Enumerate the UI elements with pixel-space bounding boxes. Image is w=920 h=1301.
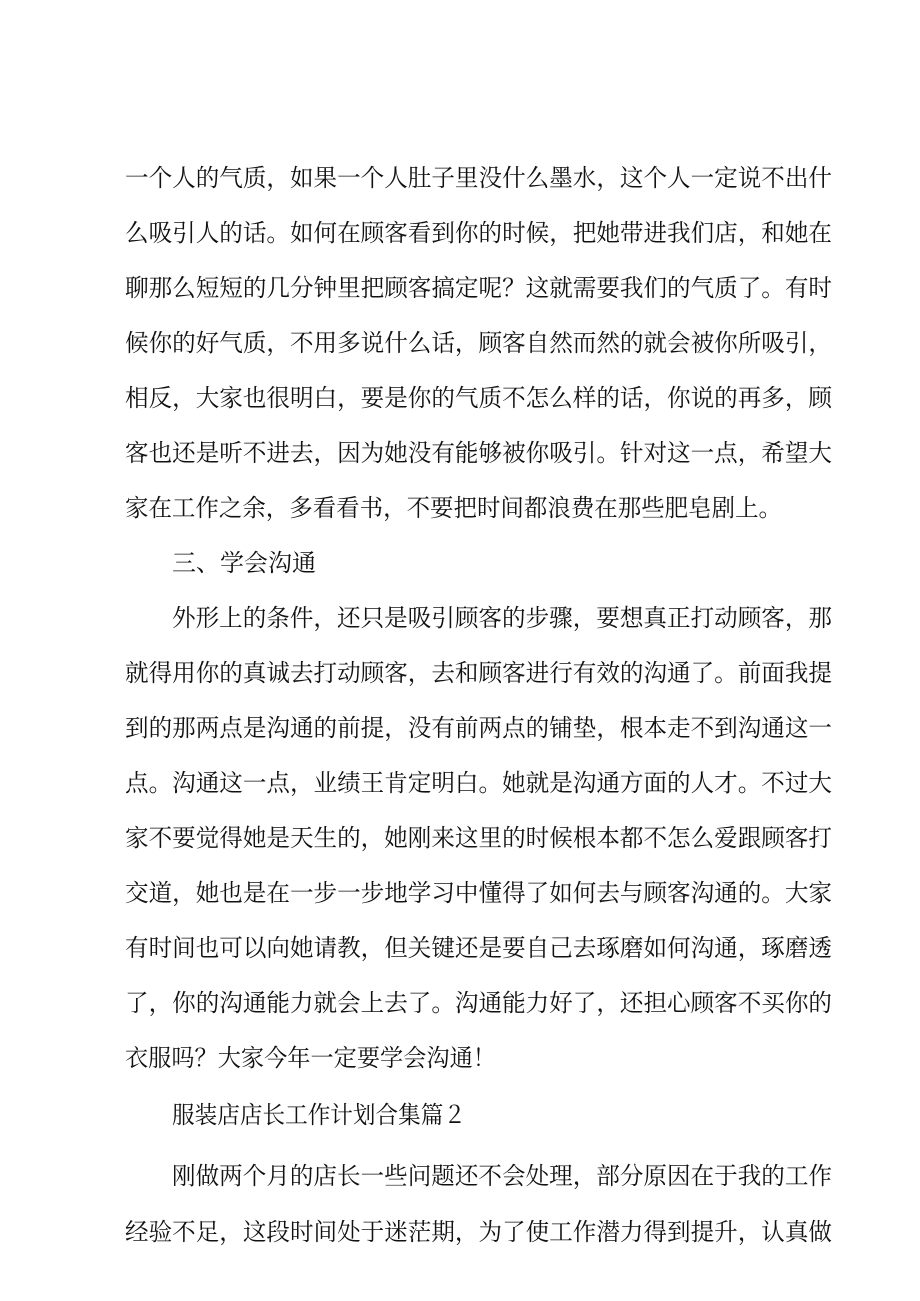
- body-line-15: 有时间也可以向她请教，但关键还是要自己去琢磨如何沟通，琢磨透: [125, 934, 832, 962]
- body-line-5: 相反，大家也很明白，要是你的气质不怎么样的话，你说的再多，顾: [125, 384, 832, 412]
- body-line-3: 聊那么短短的几分钟里把顾客搞定呢？这就需要我们的气质了。有时: [125, 274, 832, 302]
- body-line-11: 到的那两点是沟通的前提，没有前两点的铺垫，根本走不到沟通这一: [125, 714, 832, 742]
- body-line-19: 刚做两个月的店长一些问题还不会处理，部分原因在于我的工作: [172, 1162, 832, 1190]
- body-line-16: 了，你的沟通能力就会上去了。沟通能力好了，还担心顾客不买你的: [125, 989, 832, 1017]
- section-heading: 三、学会沟通: [172, 549, 316, 577]
- body-line-12: 点。沟通这一点，业绩王肯定明白。她就是沟通方面的人才。不过大: [125, 769, 832, 797]
- body-line-13: 家不要觉得她是天生的，她刚来这里的时候根本都不怎么爱跟顾客打: [125, 824, 832, 852]
- body-line-2: 么吸引人的话。如何在顾客看到你的时候，把她带进我们店，和她在: [125, 219, 832, 247]
- body-line-17: 衣服吗？大家今年一定要学会沟通！: [125, 1044, 496, 1072]
- body-line-9: 外形上的条件，还只是吸引顾客的步骤，要想真正打动顾客，那: [172, 604, 832, 632]
- article-title: 服装店店长工作计划合集篇２: [172, 1101, 466, 1129]
- body-line-14: 交道，她也是在一步一步地学习中懂得了如何去与顾客沟通的。大家: [125, 879, 832, 907]
- body-line-1: 一个人的气质，如果一个人肚子里没什么墨水，这个人一定说不出什: [125, 164, 832, 192]
- body-line-20: 经验不足，这段时间处于迷茫期，为了使工作潜力得到提升，认真做: [125, 1218, 832, 1246]
- body-line-10: 就得用你的真诚去打动顾客，去和顾客进行有效的沟通了。前面我提: [125, 659, 832, 687]
- body-line-4: 候你的好气质，不用多说什么话，顾客自然而然的就会被你所吸引，: [125, 329, 832, 357]
- body-line-6: 客也还是听不进去，因为她没有能够被你吸引。针对这一点，希望大: [125, 439, 832, 467]
- body-line-7: 家在工作之余，多看看书，不要把时间都浪费在那些肥皂剧上。: [125, 494, 782, 522]
